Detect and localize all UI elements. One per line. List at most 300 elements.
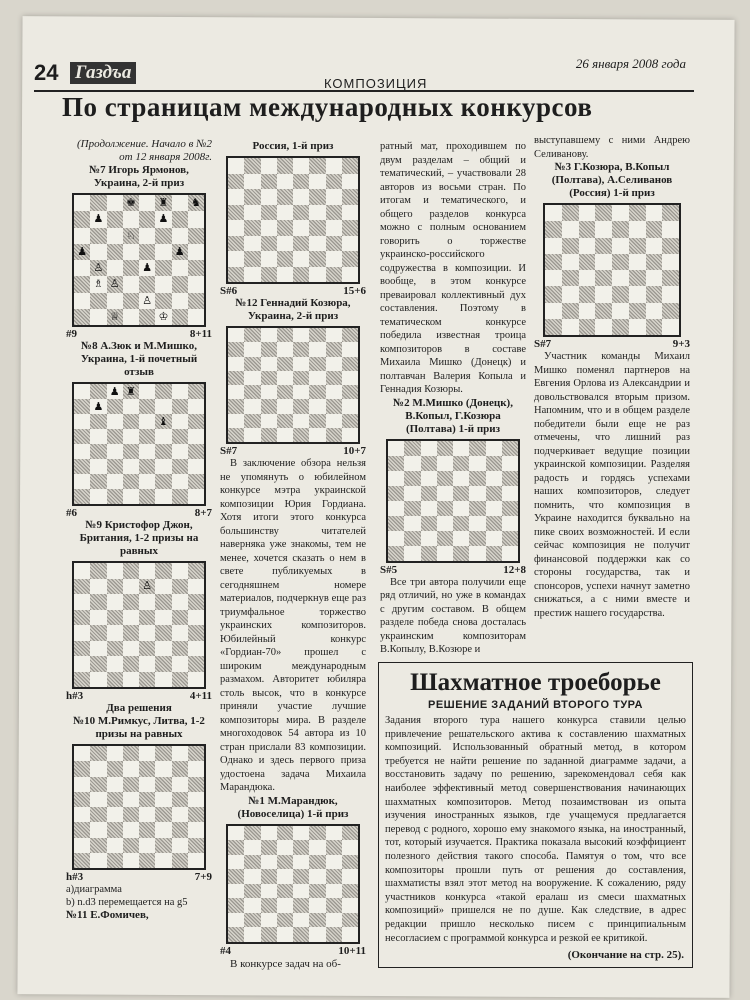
board-square <box>228 826 244 841</box>
board-square <box>228 174 244 190</box>
board-square <box>293 189 309 205</box>
continuation-note: (Продолжение. Начало в №2 от 12 января 2008г. <box>77 138 212 163</box>
board-square <box>74 625 90 641</box>
board-square <box>277 826 293 841</box>
stipulation: S#7 <box>220 445 238 457</box>
board-square <box>612 254 629 270</box>
board-square <box>139 384 155 399</box>
diagram-12-caption: №12 Геннадий Козюра, Украина, 2-й приз <box>235 297 351 322</box>
board-square <box>90 594 106 610</box>
board-square <box>188 195 204 211</box>
board-square <box>90 672 106 688</box>
stipulation: h#3 <box>66 690 84 702</box>
board-square <box>228 267 244 283</box>
board-square <box>277 251 293 267</box>
twin-note-a: a)диаграмма <box>66 884 122 895</box>
board-square <box>123 276 139 292</box>
board-square <box>326 826 342 841</box>
diagram-10-caption: №10 М.Римкус, Литва, 1-2 призы на равных <box>73 715 205 740</box>
board-square <box>107 211 123 227</box>
board-square <box>188 822 204 837</box>
board-square <box>107 838 123 853</box>
board-square <box>188 594 204 610</box>
diagram-11-caption-cont: Россия, 1-й приз <box>252 140 334 152</box>
board-square <box>107 792 123 807</box>
board-square <box>293 371 309 385</box>
board-square <box>277 927 293 942</box>
board-square <box>188 625 204 641</box>
article-text-tail: В конкурсе задач на об- <box>230 957 341 970</box>
board-square <box>612 205 629 221</box>
diagram-3-caption: №3 Г.Козюра, В.Копыл (Полтава), А.Селиванов (Россия) 1-й приз <box>551 161 673 199</box>
board-square <box>74 474 90 489</box>
chess-piece: ♜ <box>158 196 169 210</box>
continued-note: (Окончание на стр. 25). <box>567 949 684 961</box>
board-square <box>562 205 579 221</box>
board-square <box>309 236 325 252</box>
board-square <box>90 777 106 792</box>
board-square <box>629 221 646 237</box>
board-square <box>261 342 277 356</box>
chess-piece: ♙ <box>93 261 104 275</box>
board-square <box>293 840 309 855</box>
chess-piece: ♟ <box>93 399 104 413</box>
board-square <box>107 260 123 276</box>
board-square <box>342 251 358 267</box>
board-square <box>293 251 309 267</box>
board-square <box>326 328 342 342</box>
board-square <box>188 656 204 672</box>
board-square <box>293 855 309 870</box>
column-1 <box>66 138 212 922</box>
page-title: По страницам международных конкурсов <box>62 92 593 122</box>
board-square <box>342 399 358 413</box>
board-square <box>228 840 244 855</box>
board-square <box>139 195 155 211</box>
board-square <box>107 244 123 260</box>
board-square <box>277 840 293 855</box>
board-square <box>123 429 139 444</box>
board-square <box>74 853 90 868</box>
board-square <box>277 414 293 428</box>
board-square <box>107 777 123 792</box>
board-square <box>172 746 188 761</box>
board-square <box>293 414 309 428</box>
piece-count: 9+3 <box>672 338 690 350</box>
board-square <box>277 371 293 385</box>
board-square <box>90 195 106 211</box>
board-square <box>277 174 293 190</box>
board-square <box>261 371 277 385</box>
board-square <box>155 244 171 260</box>
column-3 <box>380 140 526 657</box>
board-square <box>139 777 155 792</box>
board-square <box>172 384 188 399</box>
board-square <box>326 174 342 190</box>
board-square <box>155 672 171 688</box>
board-square <box>123 444 139 459</box>
board-square <box>139 579 155 595</box>
board-square <box>107 414 123 429</box>
board-square <box>123 792 139 807</box>
board-square <box>123 474 139 489</box>
board-square <box>155 625 171 641</box>
board-square <box>228 855 244 870</box>
diagram-2-footer <box>380 564 526 576</box>
board-square <box>293 913 309 928</box>
board-square <box>139 211 155 227</box>
board-square <box>342 371 358 385</box>
chess-piece: ♟ <box>109 384 120 398</box>
board-square <box>123 594 139 610</box>
board-square <box>172 777 188 792</box>
board-square <box>277 158 293 174</box>
board-square <box>90 761 106 776</box>
board-square <box>453 456 469 471</box>
board-square <box>155 444 171 459</box>
board-square <box>261 399 277 413</box>
board-square <box>107 228 123 244</box>
board-square <box>155 260 171 276</box>
board-square <box>107 489 123 504</box>
board-square <box>244 189 260 205</box>
board-square <box>421 471 437 486</box>
board-square <box>172 807 188 822</box>
board-square <box>228 328 244 342</box>
board-square <box>309 927 325 942</box>
board-square <box>277 357 293 371</box>
board-square <box>244 826 260 841</box>
board-square <box>172 563 188 579</box>
board-square <box>172 610 188 626</box>
board-square <box>74 563 90 579</box>
board-square <box>155 656 171 672</box>
board-square <box>421 516 437 531</box>
board-square <box>437 456 453 471</box>
board-square <box>579 238 596 254</box>
diagram-8-caption: №8 А.Зюк и М.Мишко, Украина, 1-й почетный отзыв <box>80 340 198 378</box>
board-square <box>123 822 139 837</box>
box-title: Шахматное троеборье <box>410 669 661 696</box>
board-square <box>155 384 171 399</box>
board-square <box>155 579 171 595</box>
board-square <box>139 489 155 504</box>
board-square <box>261 205 277 221</box>
board-square <box>123 672 139 688</box>
board-square <box>107 309 123 325</box>
board-square <box>188 579 204 595</box>
board-square <box>155 429 171 444</box>
board-square <box>90 641 106 657</box>
diagram-2-caption: №2 М.Мишко (Донецк), В.Копыл, Г.Козюра (Полтава) 1-й приз <box>393 396 513 435</box>
board-square <box>155 594 171 610</box>
board-square <box>342 428 358 442</box>
board-square <box>244 236 260 252</box>
board-square <box>74 641 90 657</box>
board-square <box>228 884 244 899</box>
board-square <box>326 869 342 884</box>
board-square <box>90 228 106 244</box>
board-square <box>139 444 155 459</box>
board-square <box>90 563 106 579</box>
board-square <box>261 220 277 236</box>
board-square <box>562 270 579 286</box>
diagram-1-caption: №1 М.Марандюк, (Новоселица) 1-й приз <box>237 794 349 820</box>
board-square <box>293 884 309 899</box>
board-square <box>155 610 171 626</box>
board-square <box>123 228 139 244</box>
board-square <box>404 486 420 501</box>
board-square <box>342 220 358 236</box>
board-square <box>139 309 155 325</box>
diagram-9-note: Два решения <box>106 702 172 714</box>
board-square <box>90 474 106 489</box>
piece-count: 8+11 <box>189 328 212 340</box>
board-square <box>155 641 171 657</box>
board-square <box>261 855 277 870</box>
board-square <box>155 807 171 822</box>
board-square <box>437 501 453 516</box>
piece-count: 7+9 <box>194 871 212 883</box>
board-square <box>172 579 188 595</box>
board-square <box>74 761 90 776</box>
newspaper-logo: Газдъа <box>70 62 136 84</box>
board-square <box>326 414 342 428</box>
board-square <box>188 563 204 579</box>
board-square <box>188 260 204 276</box>
board-square <box>342 357 358 371</box>
board-square <box>107 641 123 657</box>
chess-triathlon-box <box>378 662 693 968</box>
board-square <box>123 807 139 822</box>
board-square <box>469 456 485 471</box>
board-square <box>90 309 106 325</box>
board-square <box>244 251 260 267</box>
board-square <box>326 205 342 221</box>
board-square <box>437 546 453 561</box>
board-square <box>228 927 244 942</box>
board-square <box>342 898 358 913</box>
board-square <box>437 486 453 501</box>
board-square <box>421 531 437 546</box>
board-square <box>579 303 596 319</box>
board-square <box>545 270 562 286</box>
board-square <box>309 884 325 899</box>
board-square <box>342 385 358 399</box>
board-square <box>388 531 404 546</box>
board-square <box>228 205 244 221</box>
board-square <box>342 884 358 899</box>
board-square <box>155 761 171 776</box>
board-square <box>123 853 139 868</box>
board-square <box>74 260 90 276</box>
board-square <box>277 328 293 342</box>
board-square <box>646 221 663 237</box>
chess-piece: ♟ <box>158 212 169 226</box>
board-square <box>90 807 106 822</box>
board-square <box>74 459 90 474</box>
board-square <box>123 625 139 641</box>
board-square <box>404 501 420 516</box>
board-square <box>486 486 502 501</box>
board-square <box>139 746 155 761</box>
board-square <box>595 303 612 319</box>
diagram-10-footer <box>66 871 212 883</box>
board-square <box>277 189 293 205</box>
board-square <box>662 254 679 270</box>
board-square <box>244 342 260 356</box>
chess-diagram-9 <box>72 561 206 689</box>
board-square <box>188 244 204 260</box>
board-square <box>74 594 90 610</box>
board-square <box>107 761 123 776</box>
board-square <box>188 777 204 792</box>
board-square <box>277 855 293 870</box>
board-square <box>188 746 204 761</box>
board-square <box>244 371 260 385</box>
board-square <box>261 236 277 252</box>
board-square <box>172 672 188 688</box>
board-square <box>421 546 437 561</box>
board-square <box>107 444 123 459</box>
board-square <box>172 656 188 672</box>
chess-piece: ♙ <box>142 293 153 307</box>
board-square <box>342 840 358 855</box>
board-square <box>646 238 663 254</box>
board-square <box>261 158 277 174</box>
piece-count: 8+7 <box>194 507 212 519</box>
board-square <box>453 471 469 486</box>
board-square <box>342 342 358 356</box>
board-square <box>123 195 139 211</box>
board-square <box>172 414 188 429</box>
board-square <box>453 486 469 501</box>
board-square <box>293 399 309 413</box>
board-square <box>326 385 342 399</box>
board-square <box>421 486 437 501</box>
board-square <box>172 838 188 853</box>
board-square <box>502 441 518 456</box>
board-square <box>244 428 260 442</box>
board-square <box>342 826 358 841</box>
board-square <box>90 260 106 276</box>
board-square <box>595 270 612 286</box>
board-square <box>326 371 342 385</box>
board-square <box>123 579 139 595</box>
board-square <box>309 205 325 221</box>
board-square <box>662 221 679 237</box>
board-square <box>172 244 188 260</box>
board-square <box>90 838 106 853</box>
board-square <box>326 840 342 855</box>
board-square <box>309 357 325 371</box>
board-square <box>228 913 244 928</box>
board-square <box>74 746 90 761</box>
board-square <box>228 189 244 205</box>
board-square <box>293 328 309 342</box>
board-square <box>486 516 502 531</box>
article-text-contest: ратный мат, проходившем по двум разделам – общий и тематический, – участвовали 28 авторов из восьми стран. По итогам и тематического, и общего разделов конкурса можно с полным основанием говорить о торжестве украинско-российского содружества в композиции. И вообще, в этом конкурсе преваировал коллективный дух составления. Поэтому в тематическом конкурсе победила известная троица композиторов в составе Михаила Мишко (Донецк) и полтавчан Валерия Копыла и Геннадия Козюры. <box>380 141 526 395</box>
board-square <box>261 174 277 190</box>
board-square <box>469 516 485 531</box>
board-square <box>277 385 293 399</box>
board-square <box>172 625 188 641</box>
board-square <box>155 474 171 489</box>
board-square <box>261 884 277 899</box>
board-square <box>107 610 123 626</box>
page-header <box>34 56 694 92</box>
board-square <box>188 399 204 414</box>
board-square <box>326 267 342 283</box>
stipulation: h#3 <box>66 871 84 883</box>
chess-piece: ♝ <box>158 414 169 428</box>
board-square <box>244 840 260 855</box>
board-square <box>123 244 139 260</box>
board-square <box>612 319 629 335</box>
board-square <box>107 276 123 292</box>
board-square <box>107 384 123 399</box>
board-square <box>342 189 358 205</box>
board-square <box>309 414 325 428</box>
piece-count: 10+7 <box>343 445 366 457</box>
board-square <box>172 429 188 444</box>
board-square <box>155 838 171 853</box>
board-square <box>579 221 596 237</box>
stipulation: S#6 <box>220 285 238 297</box>
board-square <box>502 546 518 561</box>
board-square <box>74 792 90 807</box>
board-square <box>228 251 244 267</box>
board-square <box>404 531 420 546</box>
board-square <box>74 414 90 429</box>
board-square <box>486 441 502 456</box>
board-square <box>188 414 204 429</box>
board-square <box>309 158 325 174</box>
board-square <box>486 471 502 486</box>
board-square <box>172 822 188 837</box>
board-square <box>629 270 646 286</box>
board-square <box>261 898 277 913</box>
diagram-1-footer <box>220 945 366 957</box>
board-square <box>107 672 123 688</box>
board-square <box>662 238 679 254</box>
board-square <box>90 276 106 292</box>
board-square <box>172 444 188 459</box>
board-square <box>646 205 663 221</box>
board-square <box>261 428 277 442</box>
board-square <box>646 270 663 286</box>
board-square <box>388 501 404 516</box>
board-square <box>155 195 171 211</box>
board-square <box>469 441 485 456</box>
board-square <box>662 270 679 286</box>
board-square <box>562 319 579 335</box>
board-square <box>90 746 106 761</box>
board-square <box>244 855 260 870</box>
board-square <box>293 826 309 841</box>
board-square <box>107 195 123 211</box>
board-square <box>155 228 171 244</box>
board-square <box>612 303 629 319</box>
board-square <box>228 220 244 236</box>
stipulation: #4 <box>220 944 231 957</box>
board-square <box>107 563 123 579</box>
board-square <box>188 276 204 292</box>
board-square <box>155 746 171 761</box>
board-square <box>502 486 518 501</box>
board-square <box>244 869 260 884</box>
board-square <box>188 792 204 807</box>
